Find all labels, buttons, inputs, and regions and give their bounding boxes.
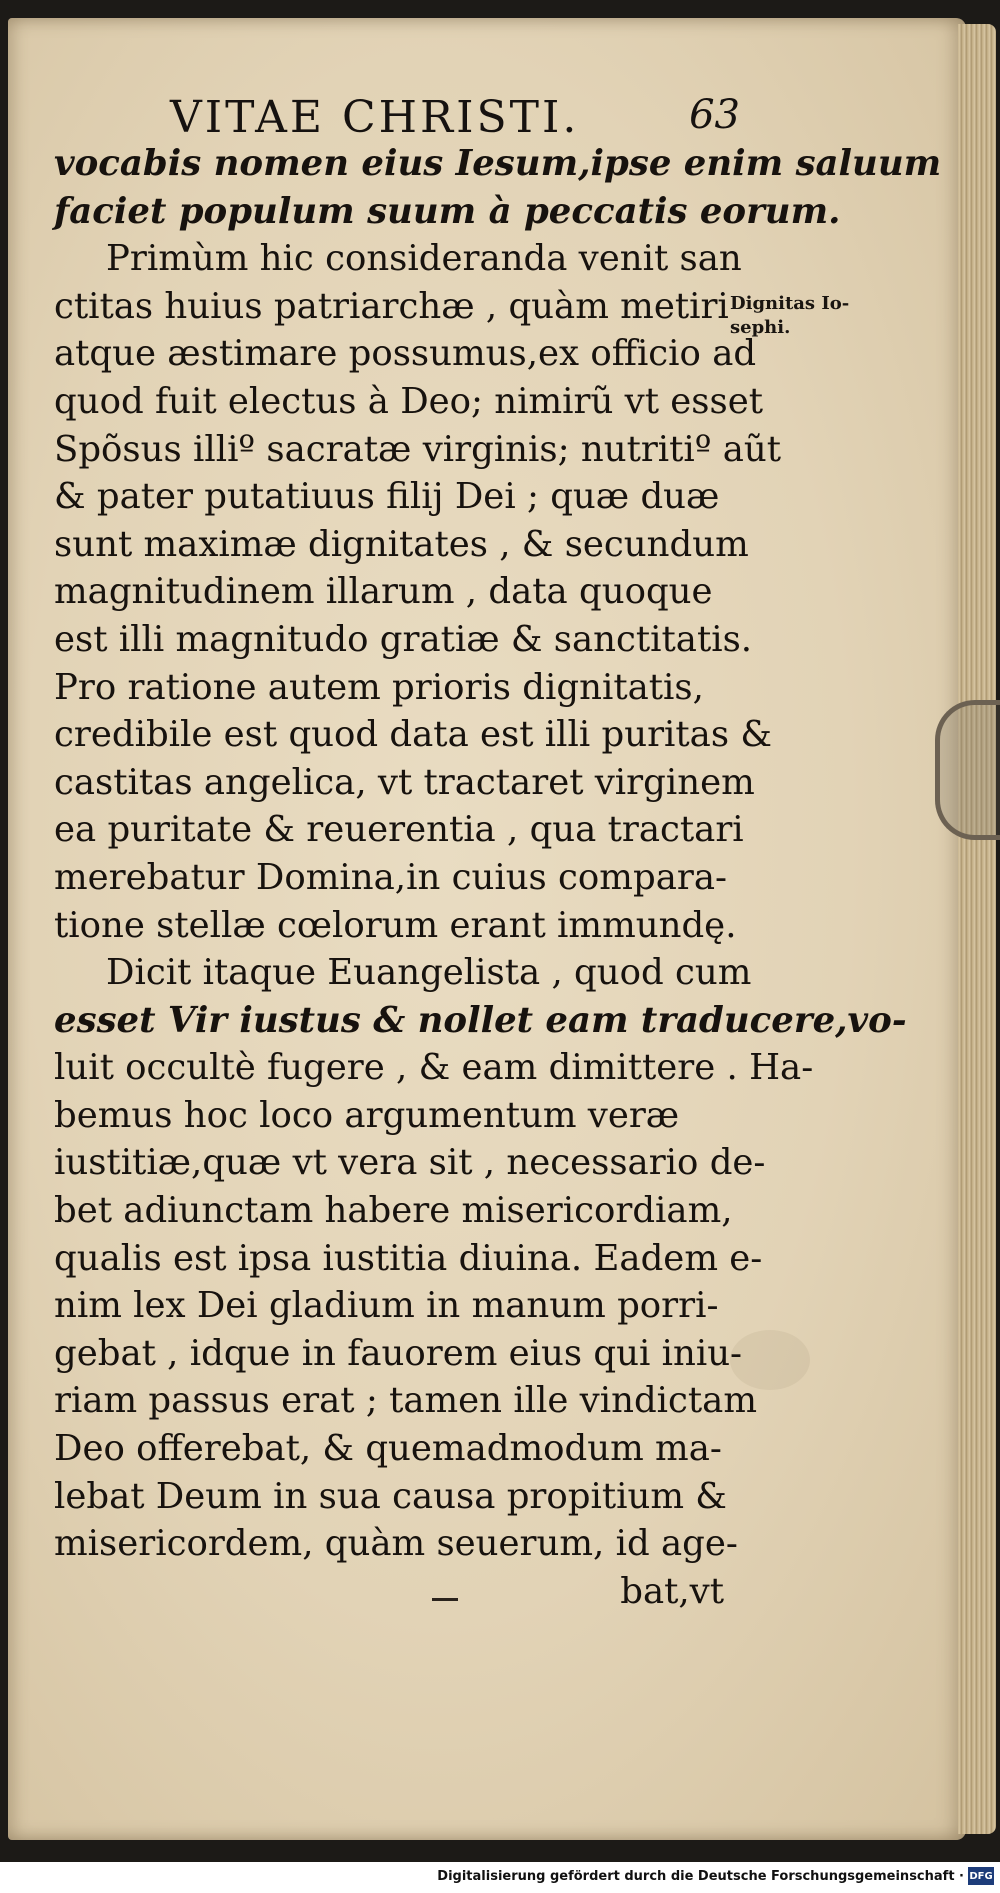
text-line: bet adiunctam habere misericordiam, bbox=[54, 1190, 733, 1232]
text-line: ea puritate & reuerentia , qua tractari bbox=[54, 809, 744, 851]
running-title: VITAE CHRISTI. bbox=[170, 92, 580, 143]
text-line: riam passus erat ; tamen ille vindictam bbox=[54, 1380, 757, 1422]
text-line: & pater putatiuus filij Dei ; quæ duæ bbox=[54, 476, 720, 518]
text-line: tione stellæ cœlorum erant immundę. bbox=[54, 904, 737, 946]
text-line: Spõsus illiº sacratæ virginis; nutritiº aũt bbox=[54, 428, 782, 470]
digitization-credit: Digitalisierung gefördert durch die Deutsche Forschungsgemeinschaft · bbox=[437, 1869, 964, 1884]
text-line: Pro ratione autem prioris dignitatis, bbox=[54, 666, 704, 708]
text-line: sunt maximæ dignitates , & secundum bbox=[54, 523, 749, 565]
text-line: misericordem, quàm seuerum, id age- bbox=[54, 1523, 738, 1565]
page-number: 63 bbox=[689, 92, 740, 138]
text-line: luit occultè fugere , & eam dimittere . Ha- bbox=[54, 1047, 814, 1089]
text-line: gebat , idque in fauorem eius qui iniu- bbox=[54, 1332, 743, 1374]
book-clasp bbox=[935, 700, 1000, 840]
text-line: merebatur Domina,in cuius compara- bbox=[54, 856, 727, 898]
text-line: quod fuit electus à Deo; nimirũ vt esset bbox=[54, 380, 763, 422]
marginal-note-line: Dignitas Io- bbox=[730, 293, 850, 314]
text-line: atque æstimare possumus,ex officio ad bbox=[54, 333, 757, 375]
text-line: Deo offerebat, & quemadmodum ma- bbox=[54, 1428, 722, 1470]
text-line: qualis est ipsa iustitia diuina. Eadem e- bbox=[54, 1237, 763, 1279]
text-line: bat,vt bbox=[620, 1570, 724, 1612]
text-line: faciet populum suum à peccatis eorum. bbox=[54, 190, 841, 232]
text-line: bemus hoc loco argumentum veræ bbox=[54, 1094, 680, 1136]
marginal-note-line: sephi. bbox=[730, 317, 791, 338]
text-line: vocabis nomen eius Iesum,ipse enim saluum bbox=[54, 143, 942, 184]
footer-dash bbox=[432, 1598, 458, 1601]
text-line: lebat Deum in sua causa propitium & bbox=[54, 1475, 727, 1517]
text-line: credibile est quod data est illi puritas & bbox=[54, 714, 772, 756]
text-line: magnitudinem illarum , data quoque bbox=[54, 571, 713, 613]
text-line: ctitas huius patriarchæ , quàm metiri bbox=[54, 285, 729, 327]
text-line: iustitiæ,quæ vt vera sit , necessario de- bbox=[54, 1142, 766, 1184]
text-line: Dicit itaque Euangelista , quod cum bbox=[106, 952, 752, 994]
text-line: est illi magnitudo gratiæ & sanctitatis. bbox=[54, 618, 753, 660]
dfg-logo: DFG bbox=[968, 1867, 994, 1885]
text-line: Primùm hic consideranda venit san bbox=[106, 238, 742, 280]
text-line: castitas angelica, vt tractaret virginem bbox=[54, 761, 755, 803]
text-line: esset Vir iustus & nollet eam traducere,vo- bbox=[54, 999, 907, 1041]
page-fore-edge bbox=[958, 24, 996, 1834]
text-line: nim lex Dei gladium in manum porri- bbox=[54, 1285, 719, 1327]
